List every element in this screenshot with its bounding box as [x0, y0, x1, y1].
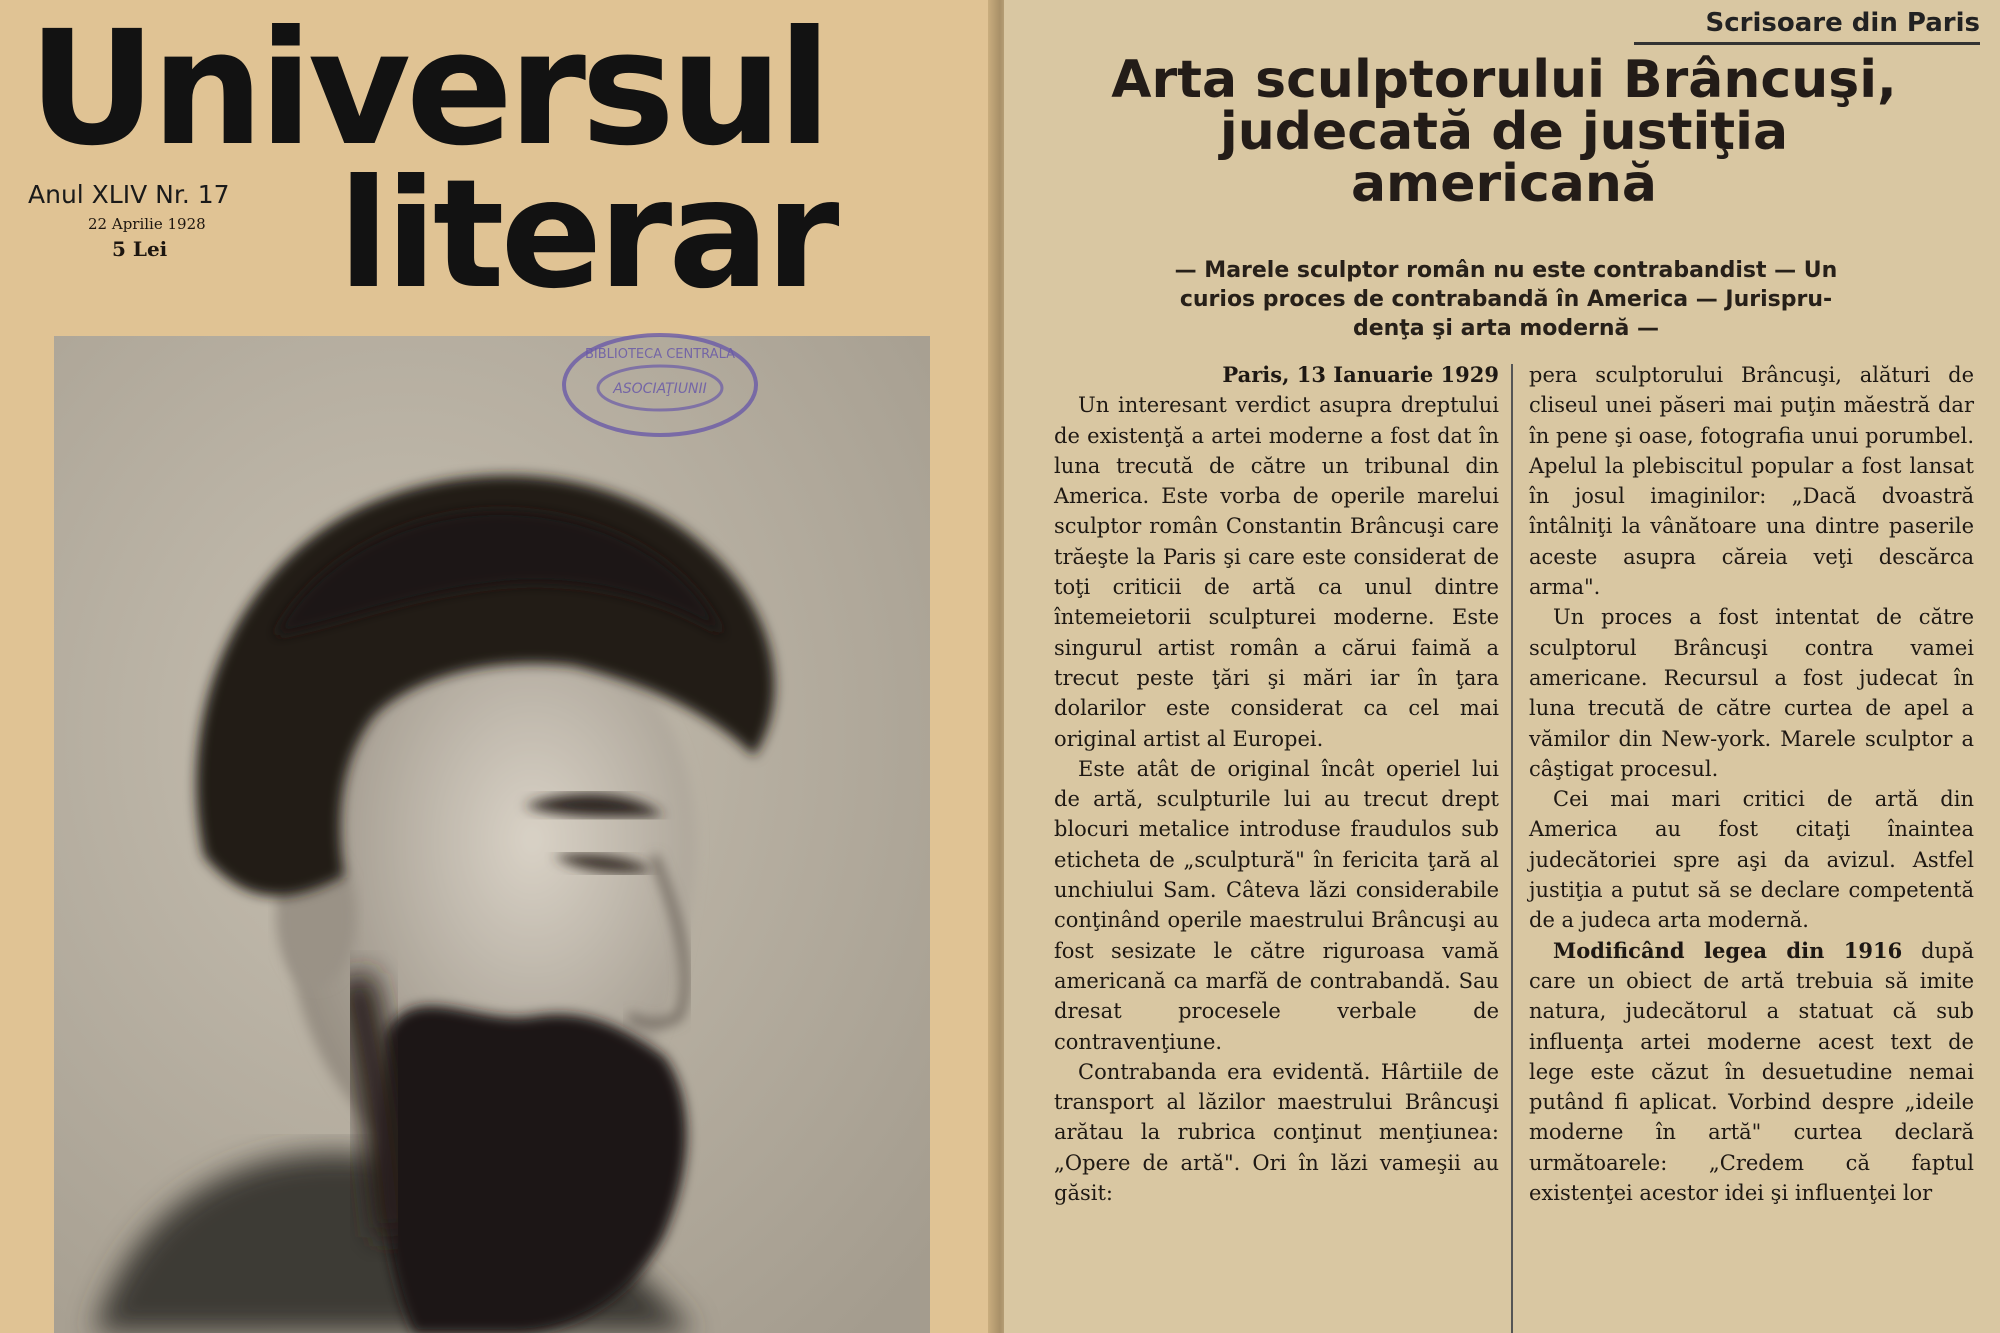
- issue-number: Anul XLIV Nr. 17: [28, 180, 230, 209]
- headline-line: judecată de justiţia: [1219, 102, 1789, 162]
- column-divider: [1511, 364, 1513, 1333]
- masthead-title-line1: Universul: [28, 0, 827, 181]
- portrait-photo: [54, 336, 930, 1333]
- library-stamp: [556, 326, 764, 444]
- article-paragraph: Este atât de original încât operiel lui de artă, sculpturile lui au trecut drept blocuri metalice introduse fraudulos sub eticheta de „sculptură" în fericita ţară al unchiului Sam. Câteva lăzi considerabile conţinând operile maestrului Brâncuşi au fost sesizate le către riguroasa vamă americană ca marfă de contrabandă. Sau dresat procesele verbale de contravenţiune.: [1054, 756, 1499, 1054]
- article-subhead: [1024, 256, 1988, 343]
- issue-info: [28, 180, 288, 261]
- article-page: [1004, 0, 2000, 1333]
- stamp-text-top: BIBLIOTECA CENTRALA: [584, 347, 736, 362]
- article-column-1: [1054, 360, 1499, 1208]
- article-headline: [1024, 50, 1984, 214]
- article-dateline: Paris, 13 Ianuarie 1929: [1222, 362, 1499, 387]
- subhead-line: — Marele sculptor român nu este contrabandist — Un: [1174, 258, 1838, 283]
- article-paragraph: Un proces a fost intentat de către sculptorul Brâncuşi contra vamei americane. Recursul a fost judecat în luna trecută de către curtea de apel a vămilor din New-york. Marele sculptor a câştigat procesul.: [1529, 605, 1974, 781]
- masthead: [28, 0, 973, 322]
- article-paragraph: Contrabanda era evidentă. Hârtiile de transport al lăzilor maestrului Brâncuşi arătau la rubrica conţinut menţiunea: „Opere de artă". Ori în lăzi vameşii au găsit:: [1054, 1059, 1499, 1206]
- headline-line: Arta sculptorului Brâncuşi,: [1111, 50, 1897, 110]
- article-paragraph: Un interesant verdict asupra dreptului de existenţă a artei moderne a fost dat în luna trecută de către un tribunal din America. Este vorba de operile marelui sculptor român Constantin Brâncuşi care trăeşte la Paris şi care este considerat de toţi criticii de artă ca unul dintre întemeietorii sculpturei moderne. Este singurul artist român a cărui faimă a trecut peste ţări şi mări iar în ţara dolarilor este considerat ca cel mai original artist al Europei.: [1054, 393, 1499, 751]
- article-paragraph-bold-lead: [1529, 936, 1974, 1209]
- issue-price: 5 Lei: [112, 237, 168, 261]
- article-paragraph: pera sculptorului Brâncuşi, alături de cliseul unei păseri mai puţin măestră dar în pene şi oase, fotografia unui porumbel. Apelul la plebiscitul popular a fost lansat în josul imaginilor: „Dacă dvoastră întâlniţi la vânătoare una dintre paserile aceste asupra căreia veţi descărca arma".: [1529, 363, 1974, 600]
- headline-line: americană: [1350, 154, 1658, 214]
- paragraph-rest: după care un obiect de artă trebuia să imite natura, judecătorul a statuat că sub influenţa artei moderne acest text de lege este căzut în desuetudine nemai putând fi aplicat. Vorbind despre „ideile moderne în artă" curtea declară următoarele: „Credem că faptul existenţei acestor idei şi influenţei lor: [1529, 938, 1974, 1206]
- article-paragraph: Cei mai mari critici de artă din America au fost citaţi înaintea judecătoriei spre aşi da avizul. Astfel justiţia a putut să se declare competentă de a judeca arta modernă.: [1529, 787, 1974, 933]
- issue-date: 22 Aprilie 1928: [88, 215, 206, 233]
- subhead-line: curios proces de contrabandă în America — Jurispru-: [1179, 287, 1833, 312]
- portrait-illustration: [54, 336, 930, 1333]
- section-heading: Scrisoare din Paris: [1705, 8, 1980, 38]
- masthead-title-line2: literar: [338, 148, 836, 322]
- bold-lead: Modificând legea din 1916: [1553, 937, 1903, 963]
- section-rule: [1634, 42, 1980, 45]
- article-column-2: [1529, 360, 1974, 1208]
- subhead-line: denţa şi arta modernă —: [1352, 316, 1660, 341]
- stamp-text-center: ASOCIAŢIUNII: [613, 381, 707, 397]
